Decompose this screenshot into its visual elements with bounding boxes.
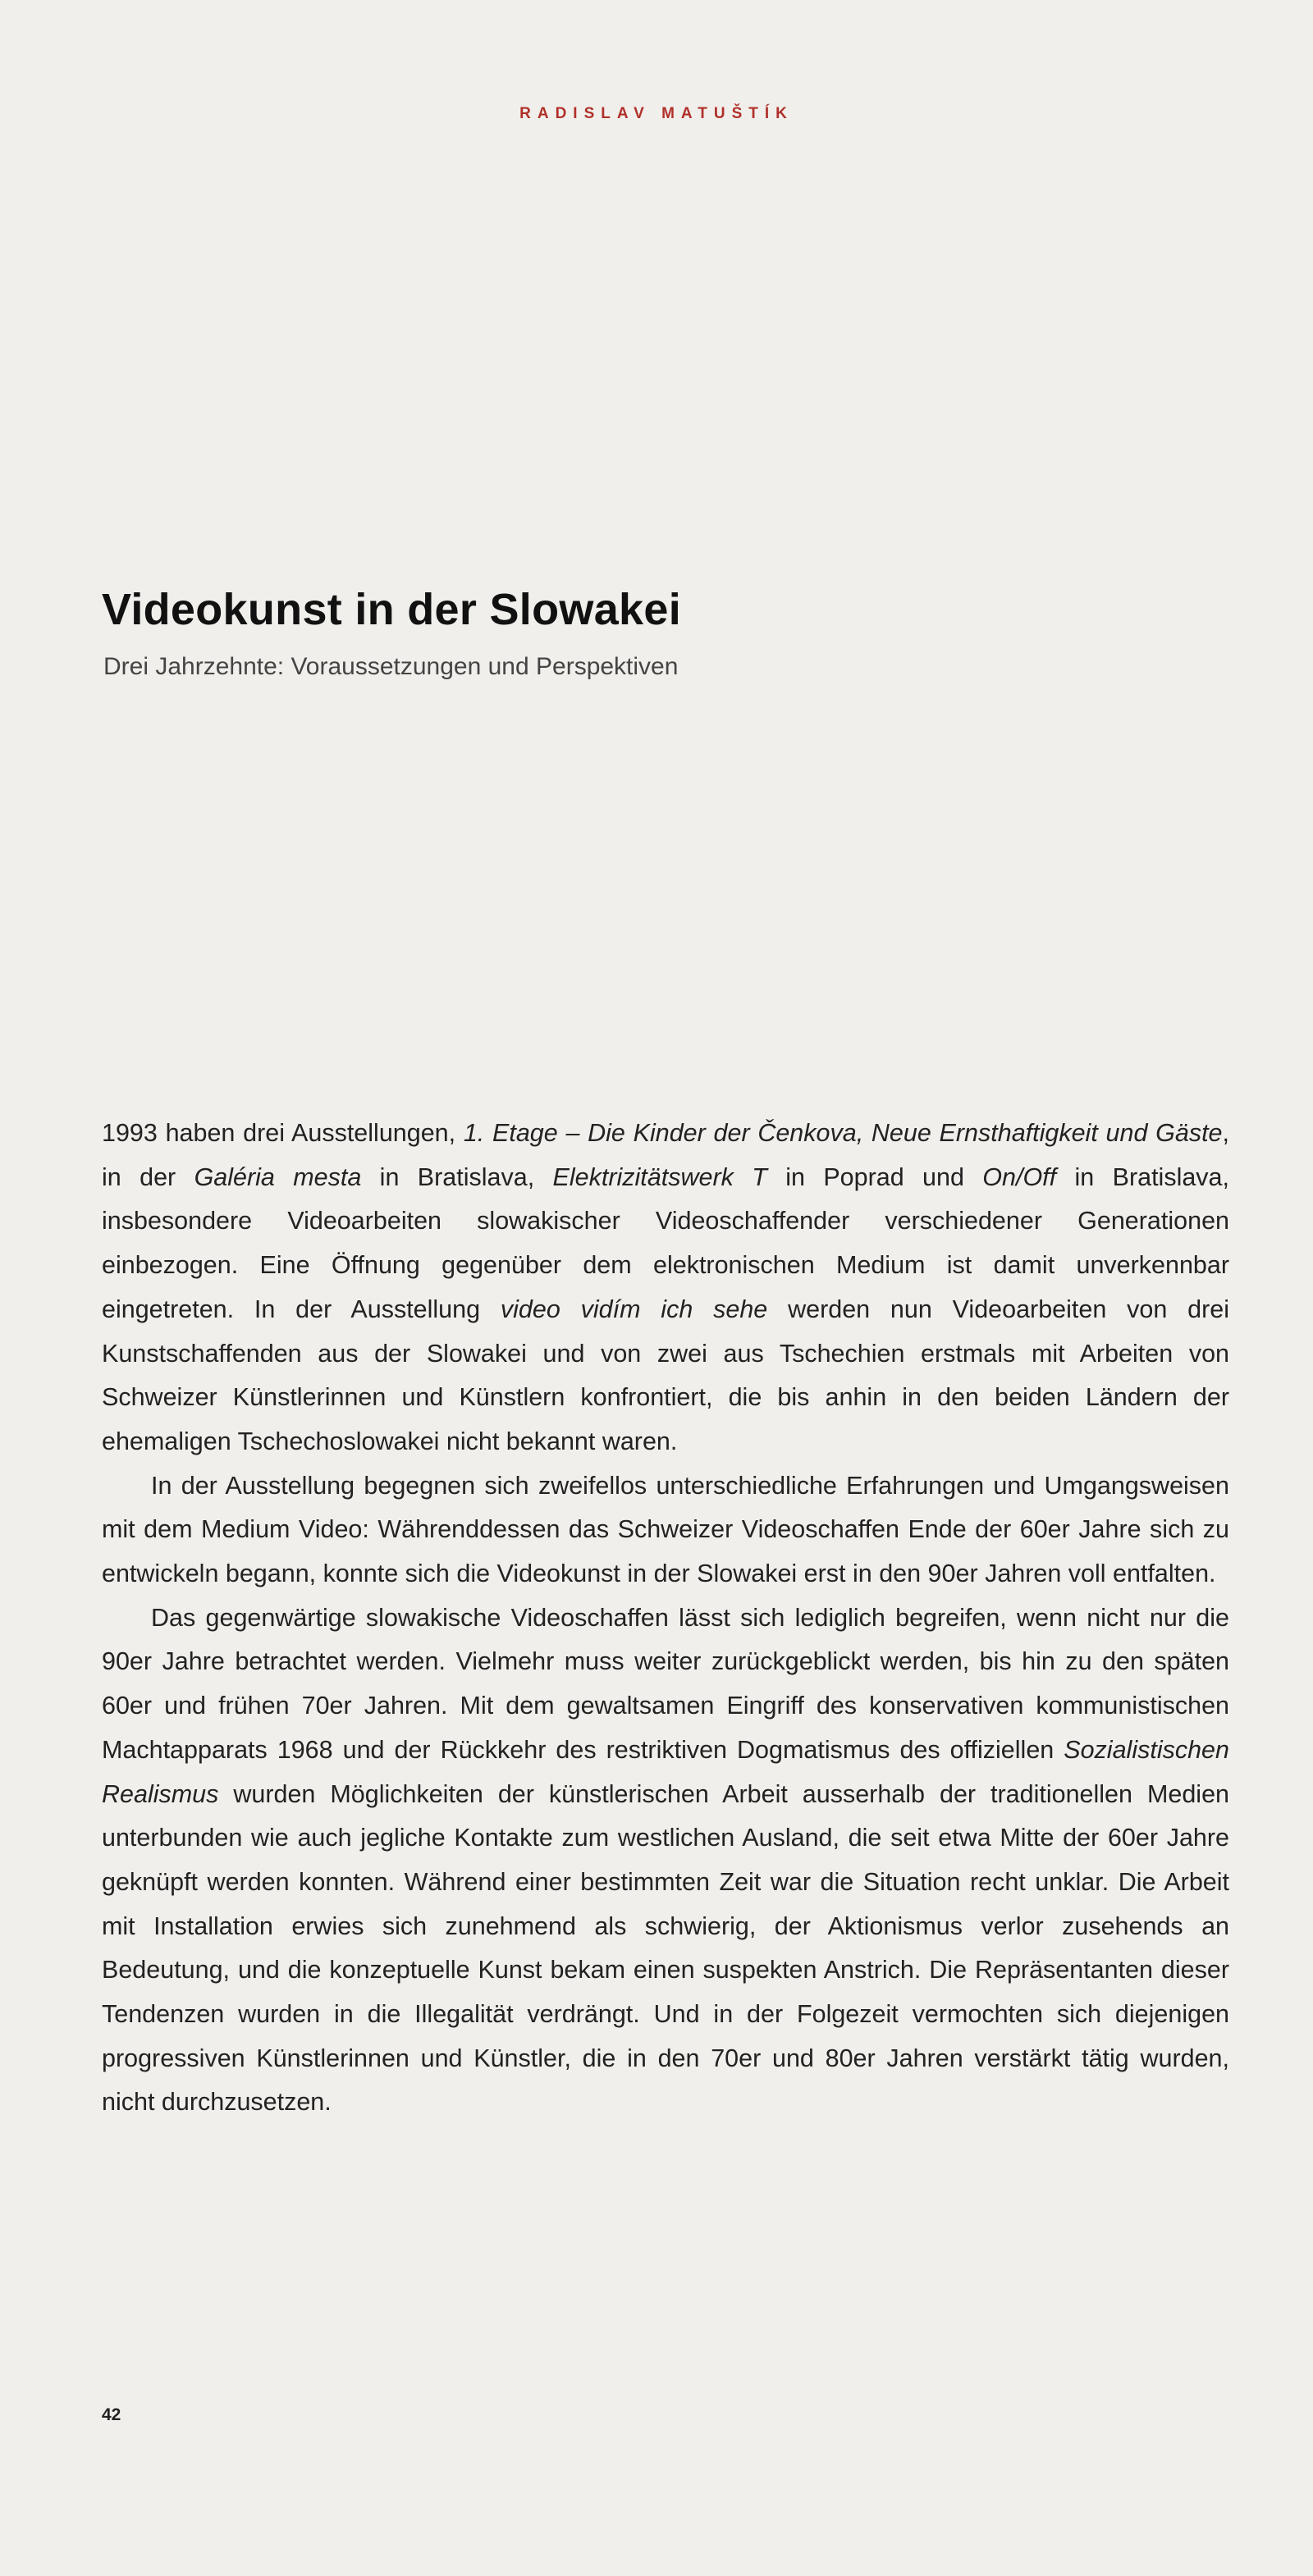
article-subtitle: Drei Jahrzehnte: Voraussetzungen und Perspektiven bbox=[103, 653, 679, 680]
paragraph-2: In der Ausstellung begegnen sich zweifellos unterschiedliche Erfahrungen und Umgangsweisen mit dem Medium Video: Währenddessen das Schweizer Videoschaffen Ende der 60er Jahre sich zu entwickeln begann, konnte sich die Videokunst in der Slowakei erst in den 90er Jahren voll entfalten. bbox=[102, 1471, 1229, 1588]
text-span: wurden Möglichkeiten der künstlerischen Arbeit ausserhalb der traditionellen Medien unterbunden wie auch jegliche Kontakte zum westlichen Ausland, die seit etwa Mitte der 60er Jahre geknüpft werden konnten. Während einer bestimmten Zeit war die Situation recht unklar. Die Arbeit mit Installation erwies sich zunehmend als schwierig, der Aktionismus verlor zusehends an Bedeutung, und die konzeptuelle Kunst bekam einen suspekten Anstrich. Die Repräsentanten dieser Tendenzen wurden in die Illegalität verdrängt. Und in der Folgezeit vermochten sich diejenigen progressiven Künstlerinnen und Künstler, die in den 70er und 80er Jahren verstärkt tätig wurden, nicht durchzusetzen. bbox=[102, 1779, 1229, 2117]
venue-galeria-mesta: Galéria mesta bbox=[194, 1162, 362, 1191]
article-title: Videokunst in der Slowakei bbox=[102, 585, 682, 634]
text-span: in Poprad und bbox=[766, 1162, 983, 1191]
exhibition-title-elektrizitatswerk: Elektrizitätswerk T bbox=[552, 1162, 767, 1191]
exhibition-title-etage: 1. Etage – Die Kinder der Čenkova, Neue Ernsthaftigkeit und Gäste bbox=[463, 1119, 1223, 1147]
text-span: , in der bbox=[102, 1119, 1230, 1191]
paragraph-1 bbox=[102, 1112, 1229, 1464]
exhibition-title-onoff: On/Off bbox=[982, 1162, 1057, 1191]
text-span: Das gegenwärtige slowakische Videoschaffen lässt sich lediglich begreifen, wenn nicht nur die 90er Jahre betrachtet werden. Vielmehr muss weiter zurückgeblickt werden, bis hin zu den späten 60er und frühen 70er Jahren. Mit dem gewaltsamen Eingriff des konservativen kommunistischen Machtapparats 1968 und der Rückkehr des restriktiven Dogmatismus des offiziellen bbox=[102, 1603, 1229, 1764]
text-span: 1993 haben drei Ausstellungen, bbox=[102, 1119, 464, 1147]
author-header: RADISLAV MATUŠTÍK bbox=[519, 105, 794, 122]
paragraph-3 bbox=[102, 1596, 1229, 2125]
text-span: in Bratislava, insbesondere Videoarbeiten slowakischer Videoschaffender verschiedener Generationen einbezogen. Eine Öffnung gegenüber dem elektronischen Medium ist damit unverkennbar eingetreten. In der Ausstellung bbox=[102, 1162, 1229, 1323]
text-span: in Bratislava, bbox=[361, 1162, 553, 1191]
page-number: 42 bbox=[102, 2405, 121, 2424]
article-body bbox=[102, 1112, 1229, 2125]
exhibition-title-video-vidim: video vidím ich sehe bbox=[500, 1295, 768, 1323]
term-sozialistischer-realismus: Sozialistischen Realismus bbox=[102, 1735, 1229, 1808]
text-span: werden nun Videoarbeiten von drei Kunstschaffenden aus der Slowakei und von zwei aus Tschechien erstmals mit Arbeiten von Schweizer Künstlerinnen und Künstlern konfrontiert, die bis anhin in den beiden Ländern der ehemaligen Tschechoslowakei nicht bekannt waren. bbox=[102, 1295, 1229, 1455]
